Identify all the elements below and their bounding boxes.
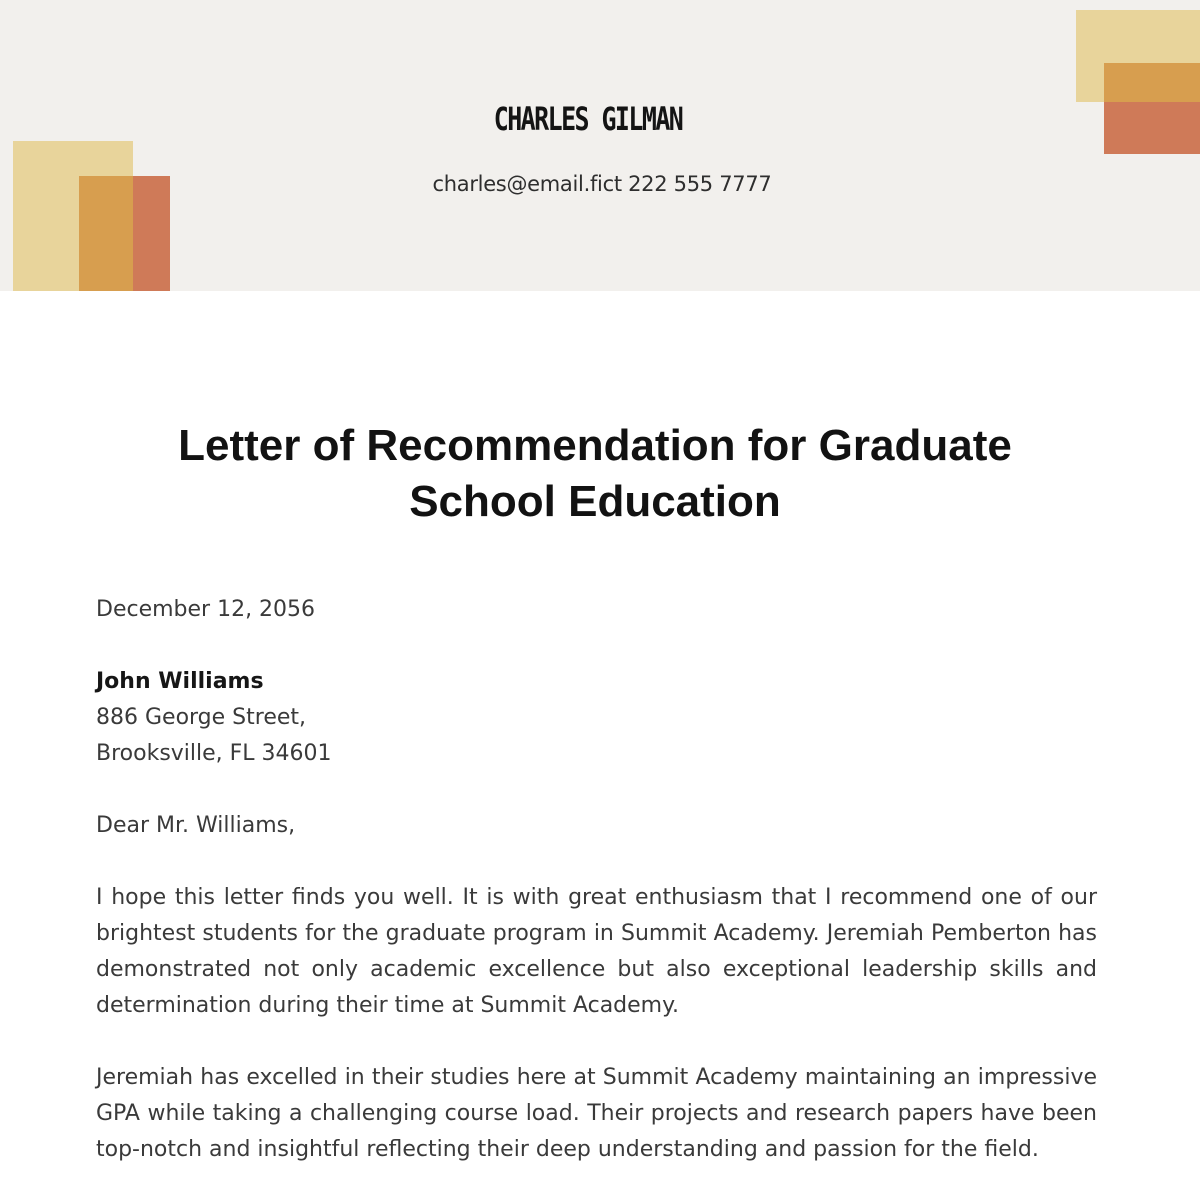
- body-paragraph: I hope this letter finds you well. It is with great enthusiasm that I recommend one of our brightest students for the graduate program in Summit Academy. Jeremiah Pemberton has demonstrated not only academic excellence but also exceptional leadership skills and determination during their time at Summit Academy.: [96, 885, 1097, 1018]
- letter-date: December 12, 2056: [96, 597, 316, 622]
- recipient-street: 886 George Street,: [96, 705, 307, 730]
- sender-contact: charles@email.fict 222 555 7777: [432, 172, 772, 196]
- recipient-address-block: [96, 664, 1097, 772]
- recipient-city: Brooksville, FL 34601: [96, 741, 332, 766]
- salutation: Dear Mr. Williams,: [96, 813, 296, 838]
- decor-square-right-mid: [1104, 63, 1200, 102]
- letterhead-band: [0, 0, 1200, 291]
- recipient-name: John Williams: [96, 669, 264, 694]
- document-title: Letter of Recommendation for Graduate School Education: [178, 421, 1012, 526]
- sender-name: CHARLES GILMAN: [493, 100, 683, 138]
- body-paragraph: Jeremiah has excelled in their studies here at Summit Academy maintaining an impressive GPA while taking a challenging course load. Their projects and research papers have been top-notch and insightful reflecting their deep understanding and passion for the field.: [96, 1065, 1097, 1162]
- decor-square-right-dark: [1104, 102, 1200, 154]
